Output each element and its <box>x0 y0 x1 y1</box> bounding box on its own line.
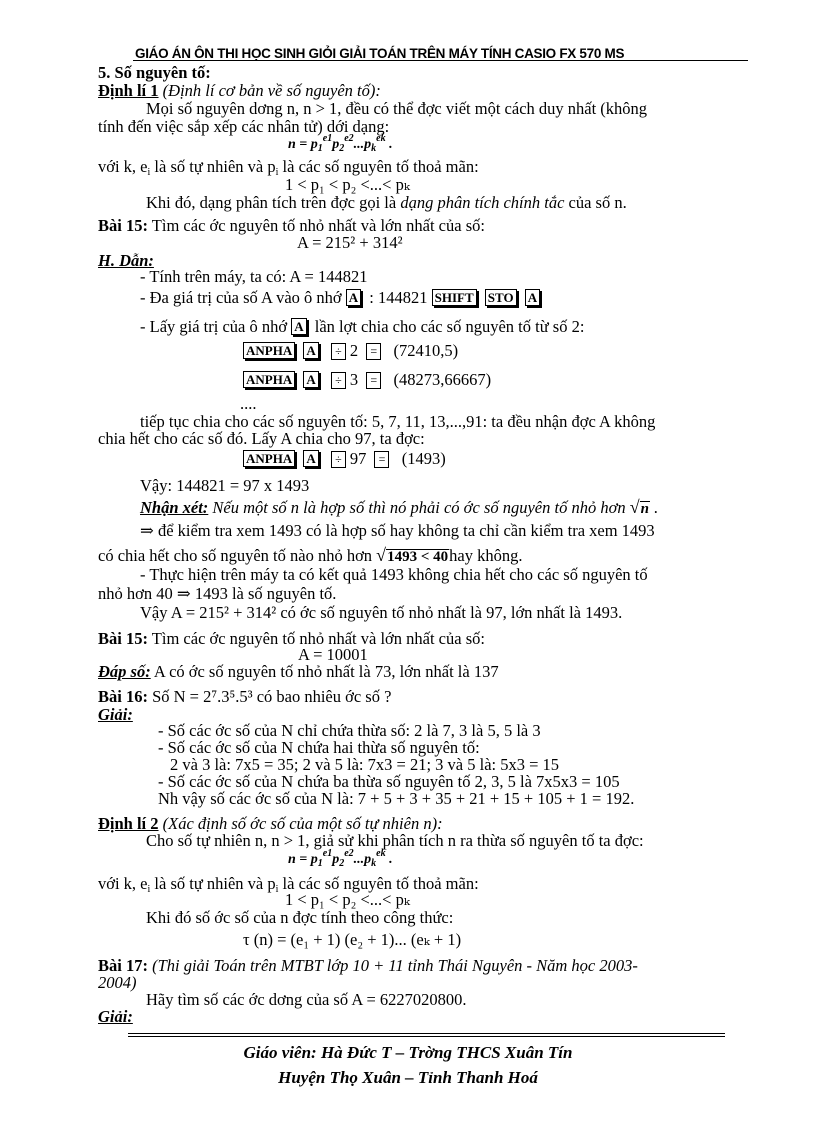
key-sto: STO <box>485 289 517 306</box>
hint-label: H. Dẫn: <box>98 251 154 270</box>
verify-line-a: - Thực hiện trên máy ta có kết quả 1493 không chia hết cho các số nguyên tố <box>140 565 648 584</box>
equals-key: = <box>366 343 381 360</box>
step-2: - Đa giá trị của số A vào ô nhớ A : 144821 SHIFT STO A <box>140 289 544 307</box>
exercise-15b-expression: A = 10001 <box>298 645 368 664</box>
key-a: A <box>303 450 318 467</box>
equals-key: = <box>374 451 389 468</box>
keystroke-row-2: ANPHA A ÷ 3 = (48273,66667) <box>243 371 491 389</box>
theorem-2-heading: Định lí 2 (Xác định số ớc số của một số tự nhiên n): <box>98 814 443 833</box>
solution-label: Giải: <box>98 705 133 724</box>
key-a: A <box>303 371 318 388</box>
divide-key: ÷ <box>331 372 346 389</box>
exercise-15-expression: A = 215² + 314² <box>297 233 403 252</box>
conclusion-2: Vậy A = 215² + 314² có ớc số nguyên tố nhỏ nhất là 97, lớn nhất là 1493. <box>140 603 623 622</box>
key-shift: SHIFT <box>432 289 477 306</box>
theorem-1-note: (Định lí cơ bản về số nguyên tố): <box>162 81 381 100</box>
key-anpha: ANPHA <box>243 371 295 388</box>
footer-rule-1 <box>128 1033 725 1034</box>
condition-line-1: với k, $e_i$ là số tự nhiên và $p_i$ là các số nguyên tố thoả mãn: <box>98 157 479 178</box>
key-anpha: ANPHA <box>243 342 295 359</box>
exercise-17-text: Hãy tìm số các ớc dơng của số A = 6227020800. <box>146 990 467 1009</box>
page-header: GIÁO ÁN ÔN THI HỌC SINH GIỎI GIẢI TOÁN TRÊN MÁY TÍNH CASIO FX 570 MS <box>135 46 625 61</box>
divisor-count-formula: τ (n) = (e₁ + 1) (e₂ + 1)... (eₖ + 1) <box>243 930 462 949</box>
order-line-1: 1 < p₁ < p₂ <...< pₖ <box>285 175 410 194</box>
theorem-1-text-b: tính đến việc sắp xếp các nhân tử) dới dạng: <box>98 117 390 136</box>
factorization-formula-1: $n = p_1^{e1}p_2^{e2}...p_k^{ek}$ . <box>288 133 393 154</box>
solution-line-4: - Số các ớc số của N chứa ba thừa số nguyên tố 2, 3, 5 là 7x5x3 = 105 <box>158 772 620 791</box>
continue-line-a: tiếp tục chia cho các số nguyên tố: 5, 7, 11, 13,...,91: ta đều nhận đợc A không <box>140 412 656 431</box>
solution-line-1: - Số các ớc số của N chỉ chứa thừa số: 2 là 7, 3 là 5, 5 là 3 <box>158 721 541 740</box>
footer-rule-2 <box>128 1036 725 1037</box>
solution-line-3: 2 và 3 là: 7x5 = 35; 2 và 5 là: 7x3 = 21; 3 và 5 là: 5x3 = 15 <box>170 755 560 774</box>
verify-line-b: nhỏ hơn 40 ⇒ 1493 là số nguyên tố. <box>98 584 337 603</box>
theorem-1-heading <box>98 82 381 100</box>
conclusion-1: Vậy: 144821 = 97 x 1493 <box>140 476 310 495</box>
factorization-formula-2: $n = p_1^{e1}p_2^{e2}...p_k^{ek}$ . <box>288 848 393 869</box>
exercise-17-title: Bài 17: (Thi giải Toán trên MTBT lớp 10 + 11 tỉnh Thái Nguyên - Năm học 2003- <box>98 956 638 975</box>
key-a: A <box>291 318 306 335</box>
step-3: - Lấy giá trị của ô nhớ A lần lợt chia cho các số nguyên tố từ số 2: <box>140 317 585 336</box>
canonical-form-line: Khi đó, dạng phân tích trên đợc gọi là dạng phân tích chính tắc của số n. <box>146 193 627 212</box>
divide-key: ÷ <box>331 343 346 360</box>
check-line-a: ⇒ để kiểm tra xem 1493 có là hợp số hay không ta chỉ cần kiểm tra xem 1493 <box>140 521 655 540</box>
exercise-16-title: Bài 16: Số N = 2⁷.3⁵.5³ có bao nhiêu ớc số ? <box>98 687 392 706</box>
remark-line: Nhận xét: Nếu một số n là hợp số thì nó phải có ớc số nguyên tố nhỏ hơn √n . <box>140 497 659 517</box>
header-underline <box>133 60 748 61</box>
formula-intro: Khi đó số ớc số của n đợc tính theo công thức: <box>146 908 454 927</box>
equals-key: = <box>366 372 381 389</box>
solution-line-2: - Số các ớc số của N chứa hai thừa số nguyên tố: <box>158 738 480 757</box>
keystroke-row-3: ANPHA A ÷ 97 = (1493) <box>243 450 446 468</box>
keystroke-row-1: ANPHA A ÷ 2 = (72410,5) <box>243 342 458 360</box>
key-a: A <box>525 289 540 306</box>
continue-line-b: chia hết cho các số đó. Lấy A chia cho 97, ta đợc: <box>98 429 425 448</box>
answer-line: Đáp số: A có ớc số nguyên tố nhỏ nhất là 73, lớn nhất là 137 <box>98 662 499 681</box>
order-line-2: 1 < p₁ < p₂ <...< pₖ <box>285 890 410 909</box>
ellipsis: .... <box>240 394 257 413</box>
condition-line-2: với k, $e_i$ là số tự nhiên và $p_i$ là các số nguyên tố thoả mãn: <box>98 874 479 895</box>
key-anpha: ANPHA <box>243 450 295 467</box>
exercise-15-title: Bài 15: Tìm các ớc nguyên tố nhỏ nhất và lớn nhất của số: <box>98 216 485 235</box>
sqrt-n: n <box>640 501 650 517</box>
footer-teacher: Giáo viên: Hà Đức T – Trờng THCS Xuân Tín <box>243 1043 573 1062</box>
implies-arrow: ⇒ <box>140 521 154 540</box>
step-1: - Tính trên máy, ta có: A = 144821 <box>140 267 368 286</box>
section-title: 5. Số nguyên tố: <box>98 63 211 82</box>
exercise-15b-title: Bài 15: Tìm các ớc nguyên tố nhỏ nhất và lớn nhất của số: <box>98 629 485 648</box>
divide-key: ÷ <box>331 451 346 468</box>
check-line-b: có chia hết cho số nguyên tố nào nhỏ hơn √1493 < 40hay không. <box>98 545 523 565</box>
solution-line-5: Nh vậy số các ớc số của N là: 7 + 5 + 3 + 35 + 21 + 15 + 105 + 1 = 192. <box>158 789 635 808</box>
theorem-1-text-a: Mọi số nguyên dơng n, n > 1, đều có thể đợc viết một cách duy nhất (không <box>146 99 648 118</box>
footer-location: Huyện Thọ Xuân – Tỉnh Thanh Hoá <box>278 1068 538 1087</box>
exercise-17-note-b: 2004) <box>98 973 137 992</box>
theorem-2-text: Cho số tự nhiên n, n > 1, giả sử khi phân tích n ra thừa số nguyên tố ta đợc: <box>146 831 644 850</box>
key-a: A <box>303 342 318 359</box>
solution-label-2: Giải: <box>98 1007 133 1026</box>
theorem-1-label: Định lí 1 <box>98 81 159 100</box>
sqrt-1493: 1493 < 40 <box>387 549 449 565</box>
key-a: A <box>346 289 361 306</box>
